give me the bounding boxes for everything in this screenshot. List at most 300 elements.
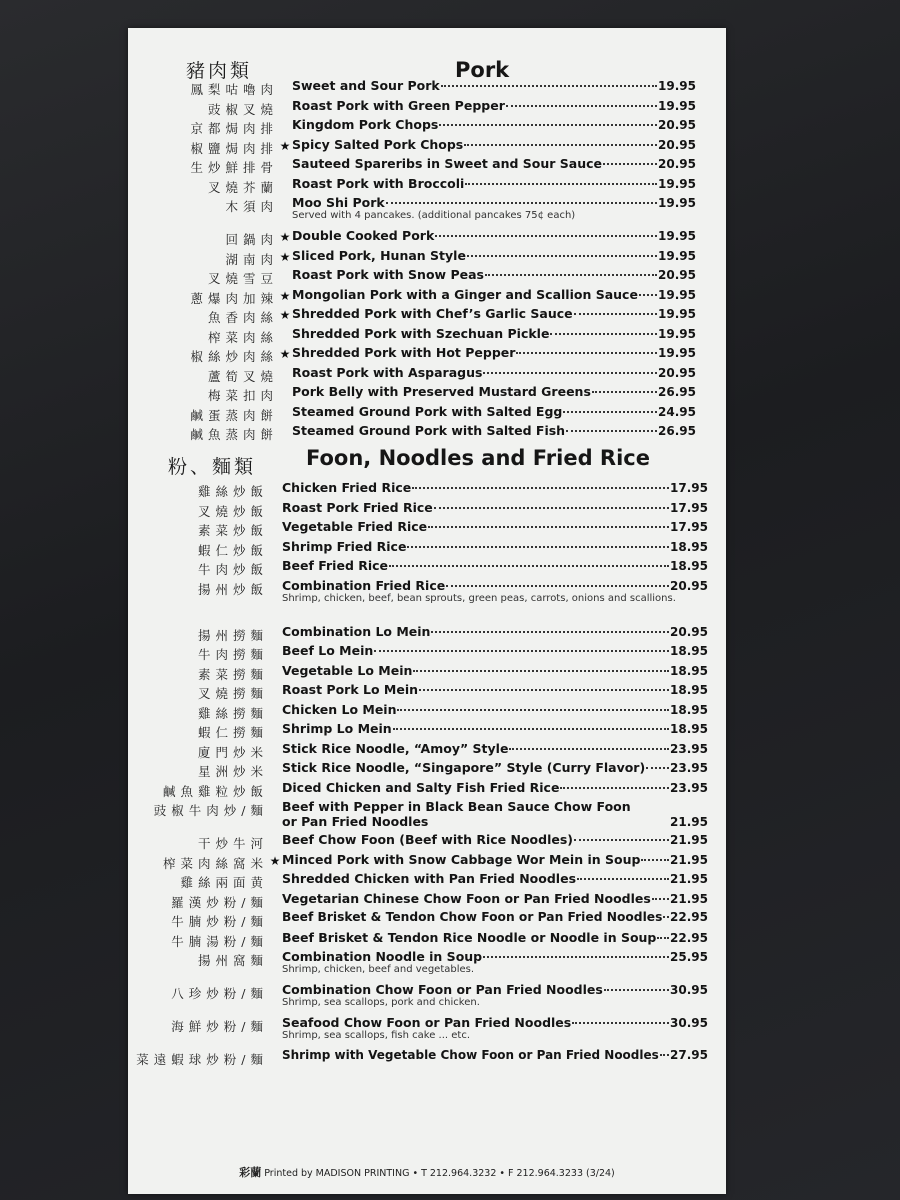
menu-item bbox=[128, 248, 696, 268]
menu-item bbox=[118, 930, 708, 950]
menu-item bbox=[118, 852, 708, 872]
menu-item-price: 22.95 bbox=[670, 910, 708, 924]
spicy-star-icon bbox=[278, 156, 292, 158]
menu-item-price: 21.95 bbox=[670, 815, 708, 829]
menu-item-chinese-name: 回鍋肉 bbox=[225, 232, 278, 247]
spicy-star-icon bbox=[278, 176, 292, 178]
dot-leader bbox=[560, 787, 669, 789]
menu-item-name: Moo Shi Pork bbox=[292, 195, 385, 210]
menu-item-text bbox=[282, 624, 708, 639]
dot-leader bbox=[485, 274, 657, 276]
dot-leader bbox=[413, 670, 669, 672]
dot-leader bbox=[516, 352, 657, 354]
menu-item-price: 19.95 bbox=[658, 248, 696, 263]
spicy-star-icon: ★ bbox=[279, 249, 291, 264]
menu-item-price: 19.95 bbox=[658, 307, 696, 321]
menu-item-name: Seafood Chow Foon or Pan Fried Noodles bbox=[282, 1015, 572, 1030]
menu-item-text bbox=[282, 832, 708, 847]
noodles-cn-title: 粉、麵類 bbox=[168, 456, 257, 478]
menu-item-name: Shredded Pork with Chef’s Garlic Sauce bbox=[292, 306, 573, 321]
menu-item-text bbox=[292, 326, 696, 341]
menu-item-text bbox=[282, 780, 708, 795]
menu-item-name: Shrimp with Vegetable Chow Foon or Pan Fried Noodles bbox=[282, 1048, 659, 1062]
spicy-star-icon bbox=[278, 78, 292, 80]
spicy-star-icon bbox=[278, 365, 292, 367]
menu-item-price: 20.95 bbox=[658, 157, 696, 171]
menu-item-name: Stick Rice Noodle, “Singapore” Style (Curry Flavor) bbox=[282, 760, 646, 775]
menu-item-name: Steamed Ground Pork with Salted Fish bbox=[292, 423, 566, 438]
menu-item-chinese-name: 星洲炒米 bbox=[197, 764, 268, 779]
dot-leader bbox=[574, 313, 657, 315]
menu-item bbox=[128, 423, 696, 443]
spicy-star-icon bbox=[268, 741, 282, 743]
spicy-star-icon bbox=[268, 702, 282, 704]
menu-item-price: 20.95 bbox=[670, 578, 708, 593]
menu-item-name: Mongolian Pork with a Ginger and Scallion Sauce bbox=[292, 286, 638, 302]
spicy-star-icon bbox=[268, 832, 282, 834]
spicy-star-icon bbox=[268, 500, 282, 502]
menu-item-name: Beef with Pepper in Black Bean Sauce Chow Foon bbox=[282, 799, 631, 814]
menu-item-name: Beef Chow Foon (Beef with Rice Noodles) bbox=[282, 832, 573, 847]
spicy-star-icon bbox=[278, 117, 292, 119]
menu-item-text bbox=[292, 248, 696, 263]
dot-leader bbox=[641, 859, 669, 861]
menu-item-price: 26.95 bbox=[658, 385, 696, 399]
menu-item-name: Shredded Chicken with Pan Fried Noodles bbox=[282, 871, 577, 886]
menu-item-chinese-name: 牛腩湯粉/麵 bbox=[171, 933, 268, 949]
pork-menu-list bbox=[128, 78, 696, 443]
menu-item-name: Spicy Salted Pork Chops bbox=[292, 136, 464, 152]
menu-item-price: 22.95 bbox=[670, 930, 708, 945]
menu-item bbox=[128, 156, 696, 176]
menu-item-price: 20.95 bbox=[658, 268, 696, 282]
printer-footer bbox=[128, 1164, 726, 1180]
menu-item-chinese-name: 叉燒雪豆 bbox=[207, 271, 278, 286]
menu-item-name: Beef Brisket & Tendon Rice Noodle or Noodle in Soup bbox=[282, 929, 657, 945]
dot-leader bbox=[412, 487, 669, 489]
menu-item-price: 18.95 bbox=[670, 702, 708, 717]
menu-item bbox=[118, 1048, 708, 1068]
spicy-star-icon bbox=[268, 721, 282, 723]
dot-leader bbox=[483, 372, 657, 374]
menu-item-text bbox=[292, 306, 696, 321]
spicy-star-icon: ★ bbox=[279, 288, 291, 303]
printer-logo: 彩蘭 bbox=[239, 1166, 262, 1179]
dot-leader bbox=[657, 937, 669, 939]
menu-item-chinese-name: 蝦仁撈麵 bbox=[197, 725, 268, 740]
menu-item bbox=[118, 832, 708, 852]
menu-item-name: Shredded Pork with Szechuan Pickle bbox=[292, 325, 550, 341]
menu-item-name: Beef Fried Rice bbox=[282, 558, 389, 573]
spicy-star-icon: ★ bbox=[269, 853, 281, 868]
menu-item-name: Stick Rice Noodle, “Amoy” Style bbox=[282, 740, 509, 756]
noodles-section-header bbox=[128, 442, 726, 482]
menu-item-chinese-name: 八珍炒粉/麵 bbox=[171, 986, 268, 1001]
menu-item-name: Vegetable Fried Rice bbox=[282, 519, 428, 534]
menu-item-name: Shrimp Fried Rice bbox=[282, 538, 407, 554]
menu-item bbox=[118, 1015, 708, 1048]
dot-leader bbox=[419, 689, 669, 691]
menu-item-price: 19.95 bbox=[658, 326, 696, 341]
menu-item-chinese-name: 菜遠蝦球炒粉/麵 bbox=[136, 1052, 268, 1067]
menu-item-chinese-name: 素菜炒飯 bbox=[197, 523, 268, 538]
menu-item bbox=[118, 871, 708, 891]
spicy-star-icon bbox=[268, 891, 282, 893]
menu-item-text bbox=[282, 799, 708, 829]
menu-item-price: 25.95 bbox=[670, 950, 708, 964]
menu-item-price: 19.95 bbox=[658, 79, 696, 93]
menu-item-chinese-name: 蔥爆肉加辣 bbox=[190, 290, 278, 306]
menu-item-price: 20.95 bbox=[658, 137, 696, 152]
dot-leader bbox=[577, 878, 669, 880]
menu-item-text bbox=[292, 345, 696, 360]
menu-item-name: Pork Belly with Preserved Mustard Greens bbox=[292, 384, 591, 399]
dot-leader bbox=[639, 294, 657, 296]
dot-leader bbox=[467, 255, 657, 257]
menu-item-chinese-name: 揚州炒飯 bbox=[197, 581, 268, 597]
menu-item-name: Combination Lo Mein bbox=[282, 623, 431, 639]
dot-leader bbox=[431, 631, 669, 633]
menu-item-text bbox=[292, 287, 696, 302]
spicy-star-icon bbox=[268, 519, 282, 521]
menu-item-text bbox=[282, 539, 708, 554]
menu-item-chinese-name: 揚州窩麵 bbox=[197, 953, 268, 968]
menu-item-chinese-name: 木須肉 bbox=[225, 199, 278, 214]
spicy-star-icon: ★ bbox=[279, 230, 291, 244]
dot-leader bbox=[446, 585, 669, 587]
menu-item bbox=[128, 365, 696, 385]
menu-item bbox=[118, 539, 708, 559]
menu-item bbox=[118, 891, 708, 911]
menu-item-text bbox=[282, 663, 708, 678]
dot-leader bbox=[389, 565, 669, 567]
menu-item-text bbox=[282, 852, 708, 867]
dot-leader bbox=[407, 546, 669, 548]
menu-item bbox=[118, 624, 708, 644]
dot-leader bbox=[506, 105, 657, 107]
menu-item-chinese-name: 叉燒撈麵 bbox=[197, 686, 268, 701]
menu-item-price: 21.95 bbox=[670, 833, 708, 847]
menu-item-name: Roast Pork with Broccoli bbox=[292, 175, 465, 191]
spicy-star-icon bbox=[268, 910, 282, 912]
menu-item-name-continued: or Pan Fried Noodles bbox=[282, 814, 429, 829]
menu-item-chinese-name: 榨菜肉絲 bbox=[207, 329, 278, 345]
menu-item-text bbox=[292, 365, 696, 380]
menu-item-price: 19.95 bbox=[658, 98, 696, 113]
menu-item-name: Combination Chow Foon or Pan Fried Noodles bbox=[282, 982, 603, 997]
dot-leader bbox=[483, 956, 669, 958]
menu-item-chinese-name: 湖南肉 bbox=[225, 251, 278, 267]
noodles-title: Foon, Noodles and Fried Rice bbox=[306, 446, 650, 470]
menu-item-text bbox=[282, 949, 708, 976]
menu-item-name: Shredded Pork with Hot Pepper bbox=[292, 345, 516, 360]
menu-item-price: 23.95 bbox=[670, 741, 708, 756]
menu-item-text bbox=[292, 423, 696, 438]
menu-item-text bbox=[282, 871, 708, 886]
menu-item-name: Roast Pork with Green Pepper bbox=[292, 97, 505, 113]
spicy-star-icon bbox=[278, 326, 292, 328]
printer-credit: Printed by MADISON PRINTING • T 212.964.3232 • F 212.964.3233 (3/24) bbox=[264, 1168, 615, 1179]
dot-leader bbox=[592, 391, 657, 393]
menu-item-text bbox=[292, 98, 696, 113]
menu-item-chinese-name: 牛肉炒飯 bbox=[197, 562, 268, 577]
menu-item-chinese-name: 海鮮炒粉/麵 bbox=[171, 1019, 268, 1034]
dot-leader bbox=[464, 144, 657, 146]
menu-item-chinese-name: 鹹蛋蒸肉餅 bbox=[190, 407, 278, 423]
menu-item-text bbox=[282, 578, 708, 605]
dot-leader bbox=[652, 898, 669, 900]
menu-item-text bbox=[292, 117, 696, 132]
menu-item bbox=[128, 384, 696, 404]
menu-item bbox=[118, 799, 708, 832]
menu-item bbox=[118, 760, 708, 780]
menu-item-text bbox=[282, 558, 708, 573]
menu-item-chinese-name: 牛腩炒粉/麵 bbox=[171, 914, 268, 929]
menu-item-price: 21.95 bbox=[670, 852, 708, 867]
menu-item-price: 26.95 bbox=[658, 424, 696, 438]
menu-item-chinese-name: 豉椒牛肉炒/麵 bbox=[153, 803, 268, 818]
menu-item-chinese-name: 干炒牛河 bbox=[197, 836, 268, 851]
spicy-star-icon bbox=[268, 930, 282, 932]
menu-item-price: 21.95 bbox=[670, 891, 708, 906]
menu-item-price: 18.95 bbox=[670, 663, 708, 678]
menu-item-text bbox=[292, 228, 696, 243]
menu-item-text bbox=[282, 721, 708, 736]
menu-item-price: 17.95 bbox=[670, 481, 708, 495]
menu-item bbox=[128, 78, 696, 98]
dot-leader bbox=[604, 989, 669, 991]
menu-item-chinese-name: 京都焗肉排 bbox=[190, 121, 278, 136]
spicy-star-icon bbox=[268, 1048, 282, 1050]
menu-item-text bbox=[292, 384, 696, 399]
menu-item-text bbox=[282, 500, 708, 515]
menu-item-chinese-name: 蘆筍叉燒 bbox=[207, 368, 278, 384]
menu-item-chinese-name: 鹹魚雞粒炒飯 bbox=[162, 783, 268, 799]
pork-cn-title: 豬肉類 bbox=[186, 60, 253, 82]
menu-item-text bbox=[282, 1048, 708, 1062]
menu-item-price: 18.95 bbox=[670, 559, 708, 573]
menu-item-price: 17.95 bbox=[670, 500, 708, 515]
menu-item bbox=[128, 228, 696, 248]
spicy-star-icon bbox=[268, 982, 282, 984]
menu-item bbox=[118, 682, 708, 702]
menu-item bbox=[128, 195, 696, 228]
menu-item bbox=[118, 780, 708, 800]
menu-item-chinese-name: 雞絲炒飯 bbox=[197, 484, 268, 499]
spicy-star-icon bbox=[278, 423, 292, 425]
dot-leader bbox=[646, 767, 669, 769]
menu-item-price: 19.95 bbox=[658, 176, 696, 191]
dot-leader bbox=[465, 183, 657, 185]
spicy-star-icon bbox=[268, 480, 282, 482]
menu-item-price: 19.95 bbox=[658, 346, 696, 360]
menu-page bbox=[128, 28, 726, 1194]
spicy-star-icon bbox=[278, 267, 292, 269]
menu-item-name: Chicken Fried Rice bbox=[282, 480, 412, 495]
menu-item-name: Beef Lo Mein bbox=[282, 643, 374, 658]
spicy-star-icon bbox=[268, 871, 282, 873]
menu-item-text bbox=[282, 702, 708, 717]
menu-item bbox=[128, 287, 696, 307]
menu-item bbox=[128, 176, 696, 196]
dot-leader bbox=[572, 1022, 669, 1024]
menu-item-price: 19.95 bbox=[658, 287, 696, 302]
menu-item bbox=[118, 663, 708, 683]
menu-item bbox=[128, 404, 696, 424]
menu-item-price: 20.95 bbox=[658, 365, 696, 380]
menu-item-price: 23.95 bbox=[670, 780, 708, 795]
noodles-menu-list bbox=[118, 480, 708, 1068]
spicy-star-icon bbox=[268, 780, 282, 782]
menu-item-price: 20.95 bbox=[670, 624, 708, 639]
menu-item-description: Shrimp, sea scallops, fish cake ... etc. bbox=[282, 1030, 470, 1041]
menu-item-chinese-name: 鳳梨咕嚕肉 bbox=[190, 82, 278, 97]
spicy-star-icon bbox=[278, 195, 292, 197]
menu-item-name: Combination Noodle in Soup bbox=[282, 949, 483, 964]
menu-item-chinese-name: 梅菜扣肉 bbox=[207, 388, 278, 403]
menu-item-price: 23.95 bbox=[670, 761, 708, 775]
menu-item-price: 18.95 bbox=[670, 722, 708, 736]
menu-item-name: Chicken Lo Mein bbox=[282, 701, 397, 717]
menu-item bbox=[118, 578, 708, 624]
menu-item-price: 19.95 bbox=[658, 229, 696, 243]
menu-item-text bbox=[292, 404, 696, 419]
menu-item-text bbox=[292, 156, 696, 171]
menu-item-price: 19.95 bbox=[658, 196, 696, 210]
menu-item-price: 30.95 bbox=[670, 1016, 708, 1030]
dot-leader bbox=[566, 430, 657, 432]
menu-item-description: Served with 4 pancakes. (additional pancakes 75¢ each) bbox=[292, 210, 576, 221]
menu-item-text bbox=[292, 195, 696, 222]
menu-item-text bbox=[282, 741, 708, 756]
spicy-star-icon bbox=[268, 539, 282, 541]
spicy-star-icon bbox=[278, 404, 292, 406]
spicy-star-icon bbox=[268, 643, 282, 645]
menu-item bbox=[118, 721, 708, 741]
menu-item-text bbox=[292, 267, 696, 282]
spicy-star-icon: ★ bbox=[279, 138, 291, 153]
menu-item-price: 30.95 bbox=[670, 983, 708, 997]
spicy-star-icon bbox=[268, 799, 282, 801]
menu-item-text bbox=[292, 78, 696, 93]
menu-item-chinese-name: 廈門炒米 bbox=[197, 744, 268, 760]
menu-item-chinese-name: 魚香肉絲 bbox=[207, 310, 278, 325]
menu-item-chinese-name: 牛肉撈麵 bbox=[197, 647, 268, 662]
menu-item-name: Roast Pork Fried Rice bbox=[282, 499, 433, 515]
dot-leader bbox=[428, 526, 669, 528]
menu-item-text bbox=[282, 910, 708, 924]
spicy-star-icon bbox=[268, 663, 282, 665]
menu-item-price: 18.95 bbox=[670, 539, 708, 554]
menu-item bbox=[128, 137, 696, 157]
spicy-star-icon bbox=[278, 98, 292, 100]
dot-leader bbox=[439, 124, 657, 126]
menu-item-chinese-name: 椒絲炒肉絲 bbox=[190, 349, 278, 364]
menu-item bbox=[128, 345, 696, 365]
menu-item-chinese-name: 叉燒芥蘭 bbox=[207, 179, 278, 195]
menu-item-text bbox=[282, 682, 708, 697]
dot-leader bbox=[663, 916, 669, 918]
menu-item-description: Shrimp, chicken, beef, bean sprouts, green peas, carrots, onions and scallions. bbox=[282, 592, 676, 604]
menu-item-chinese-name: 椒鹽焗肉排 bbox=[190, 140, 278, 156]
menu-item-name: Roast Pork with Asparagus bbox=[292, 364, 483, 380]
spicy-star-icon bbox=[268, 624, 282, 626]
menu-item-name: Sweet and Sour Pork bbox=[292, 78, 440, 93]
menu-item-price: 24.95 bbox=[658, 404, 696, 419]
menu-item bbox=[128, 98, 696, 118]
menu-item-description: Shrimp, chicken, beef and vegetables. bbox=[282, 964, 475, 975]
dot-leader bbox=[563, 411, 657, 413]
menu-item bbox=[128, 306, 696, 326]
spicy-star-icon bbox=[278, 384, 292, 386]
menu-item-name: Combination Fried Rice bbox=[282, 577, 446, 593]
menu-item-chinese-name: 豉椒叉燒 bbox=[207, 101, 278, 117]
menu-item-chinese-name: 雞絲兩面黄 bbox=[180, 875, 268, 890]
menu-item bbox=[118, 702, 708, 722]
menu-item-text bbox=[282, 1015, 708, 1042]
pork-title: Pork bbox=[455, 58, 510, 82]
menu-item bbox=[118, 480, 708, 500]
menu-item-text bbox=[282, 480, 708, 495]
menu-item-price: 18.95 bbox=[670, 644, 708, 658]
spicy-star-icon: ★ bbox=[279, 347, 291, 361]
menu-item-name: Vegetarian Chinese Chow Foon or Pan Fried Noodles bbox=[282, 890, 651, 906]
menu-item-name: Shrimp Lo Mein bbox=[282, 721, 392, 736]
menu-item bbox=[128, 267, 696, 287]
menu-item-text bbox=[282, 760, 708, 775]
dot-leader bbox=[393, 728, 669, 730]
menu-item bbox=[118, 949, 708, 982]
menu-item-text bbox=[282, 930, 708, 945]
menu-item-name: Sliced Pork, Hunan Style bbox=[292, 247, 466, 263]
menu-item-chinese-name: 榨菜肉絲窩米 bbox=[162, 855, 268, 871]
menu-item-name: Roast Pork with Snow Peas bbox=[292, 267, 484, 282]
spicy-star-icon bbox=[268, 760, 282, 762]
menu-item-chinese-name: 羅漢炒粉/麵 bbox=[171, 894, 268, 910]
dot-leader bbox=[603, 163, 657, 165]
menu-item-chinese-name: 鹹魚蒸肉餅 bbox=[190, 427, 278, 442]
menu-item-text bbox=[282, 519, 708, 534]
menu-item-chinese-name: 生炒鮮排骨 bbox=[190, 160, 278, 175]
spicy-star-icon bbox=[268, 1015, 282, 1017]
menu-item bbox=[118, 741, 708, 761]
menu-item-price: 17.95 bbox=[670, 520, 708, 534]
dot-leader bbox=[441, 85, 657, 87]
dot-leader bbox=[434, 507, 669, 509]
menu-item bbox=[118, 910, 708, 930]
menu-item-text bbox=[292, 137, 696, 152]
menu-item-name: Beef Brisket & Tendon Chow Foon or Pan Fried Noodles bbox=[282, 910, 663, 924]
menu-item-chinese-name: 揚州撈麵 bbox=[197, 627, 268, 643]
menu-item-name: Steamed Ground Pork with Salted Egg bbox=[292, 403, 563, 419]
dot-leader bbox=[509, 748, 669, 750]
menu-item bbox=[118, 558, 708, 578]
spicy-star-icon bbox=[268, 558, 282, 560]
menu-item bbox=[128, 326, 696, 346]
menu-item-text bbox=[282, 891, 708, 906]
spicy-star-icon bbox=[268, 578, 282, 580]
menu-item-text bbox=[292, 176, 696, 191]
menu-item-name: Vegetable Lo Mein bbox=[282, 662, 413, 678]
menu-item-price: 20.95 bbox=[658, 118, 696, 132]
menu-item-name: Diced Chicken and Salty Fish Fried Rice bbox=[282, 779, 560, 795]
menu-item-name: Minced Pork with Snow Cabbage Wor Mein in Soup bbox=[282, 851, 641, 867]
menu-item-name: Double Cooked Pork bbox=[292, 228, 435, 243]
dot-leader bbox=[397, 709, 669, 711]
menu-item-description: Shrimp, sea scallops, pork and chicken. bbox=[282, 997, 480, 1008]
menu-item-chinese-name: 蝦仁炒飯 bbox=[197, 542, 268, 558]
menu-item-price: 27.95 bbox=[670, 1048, 708, 1062]
